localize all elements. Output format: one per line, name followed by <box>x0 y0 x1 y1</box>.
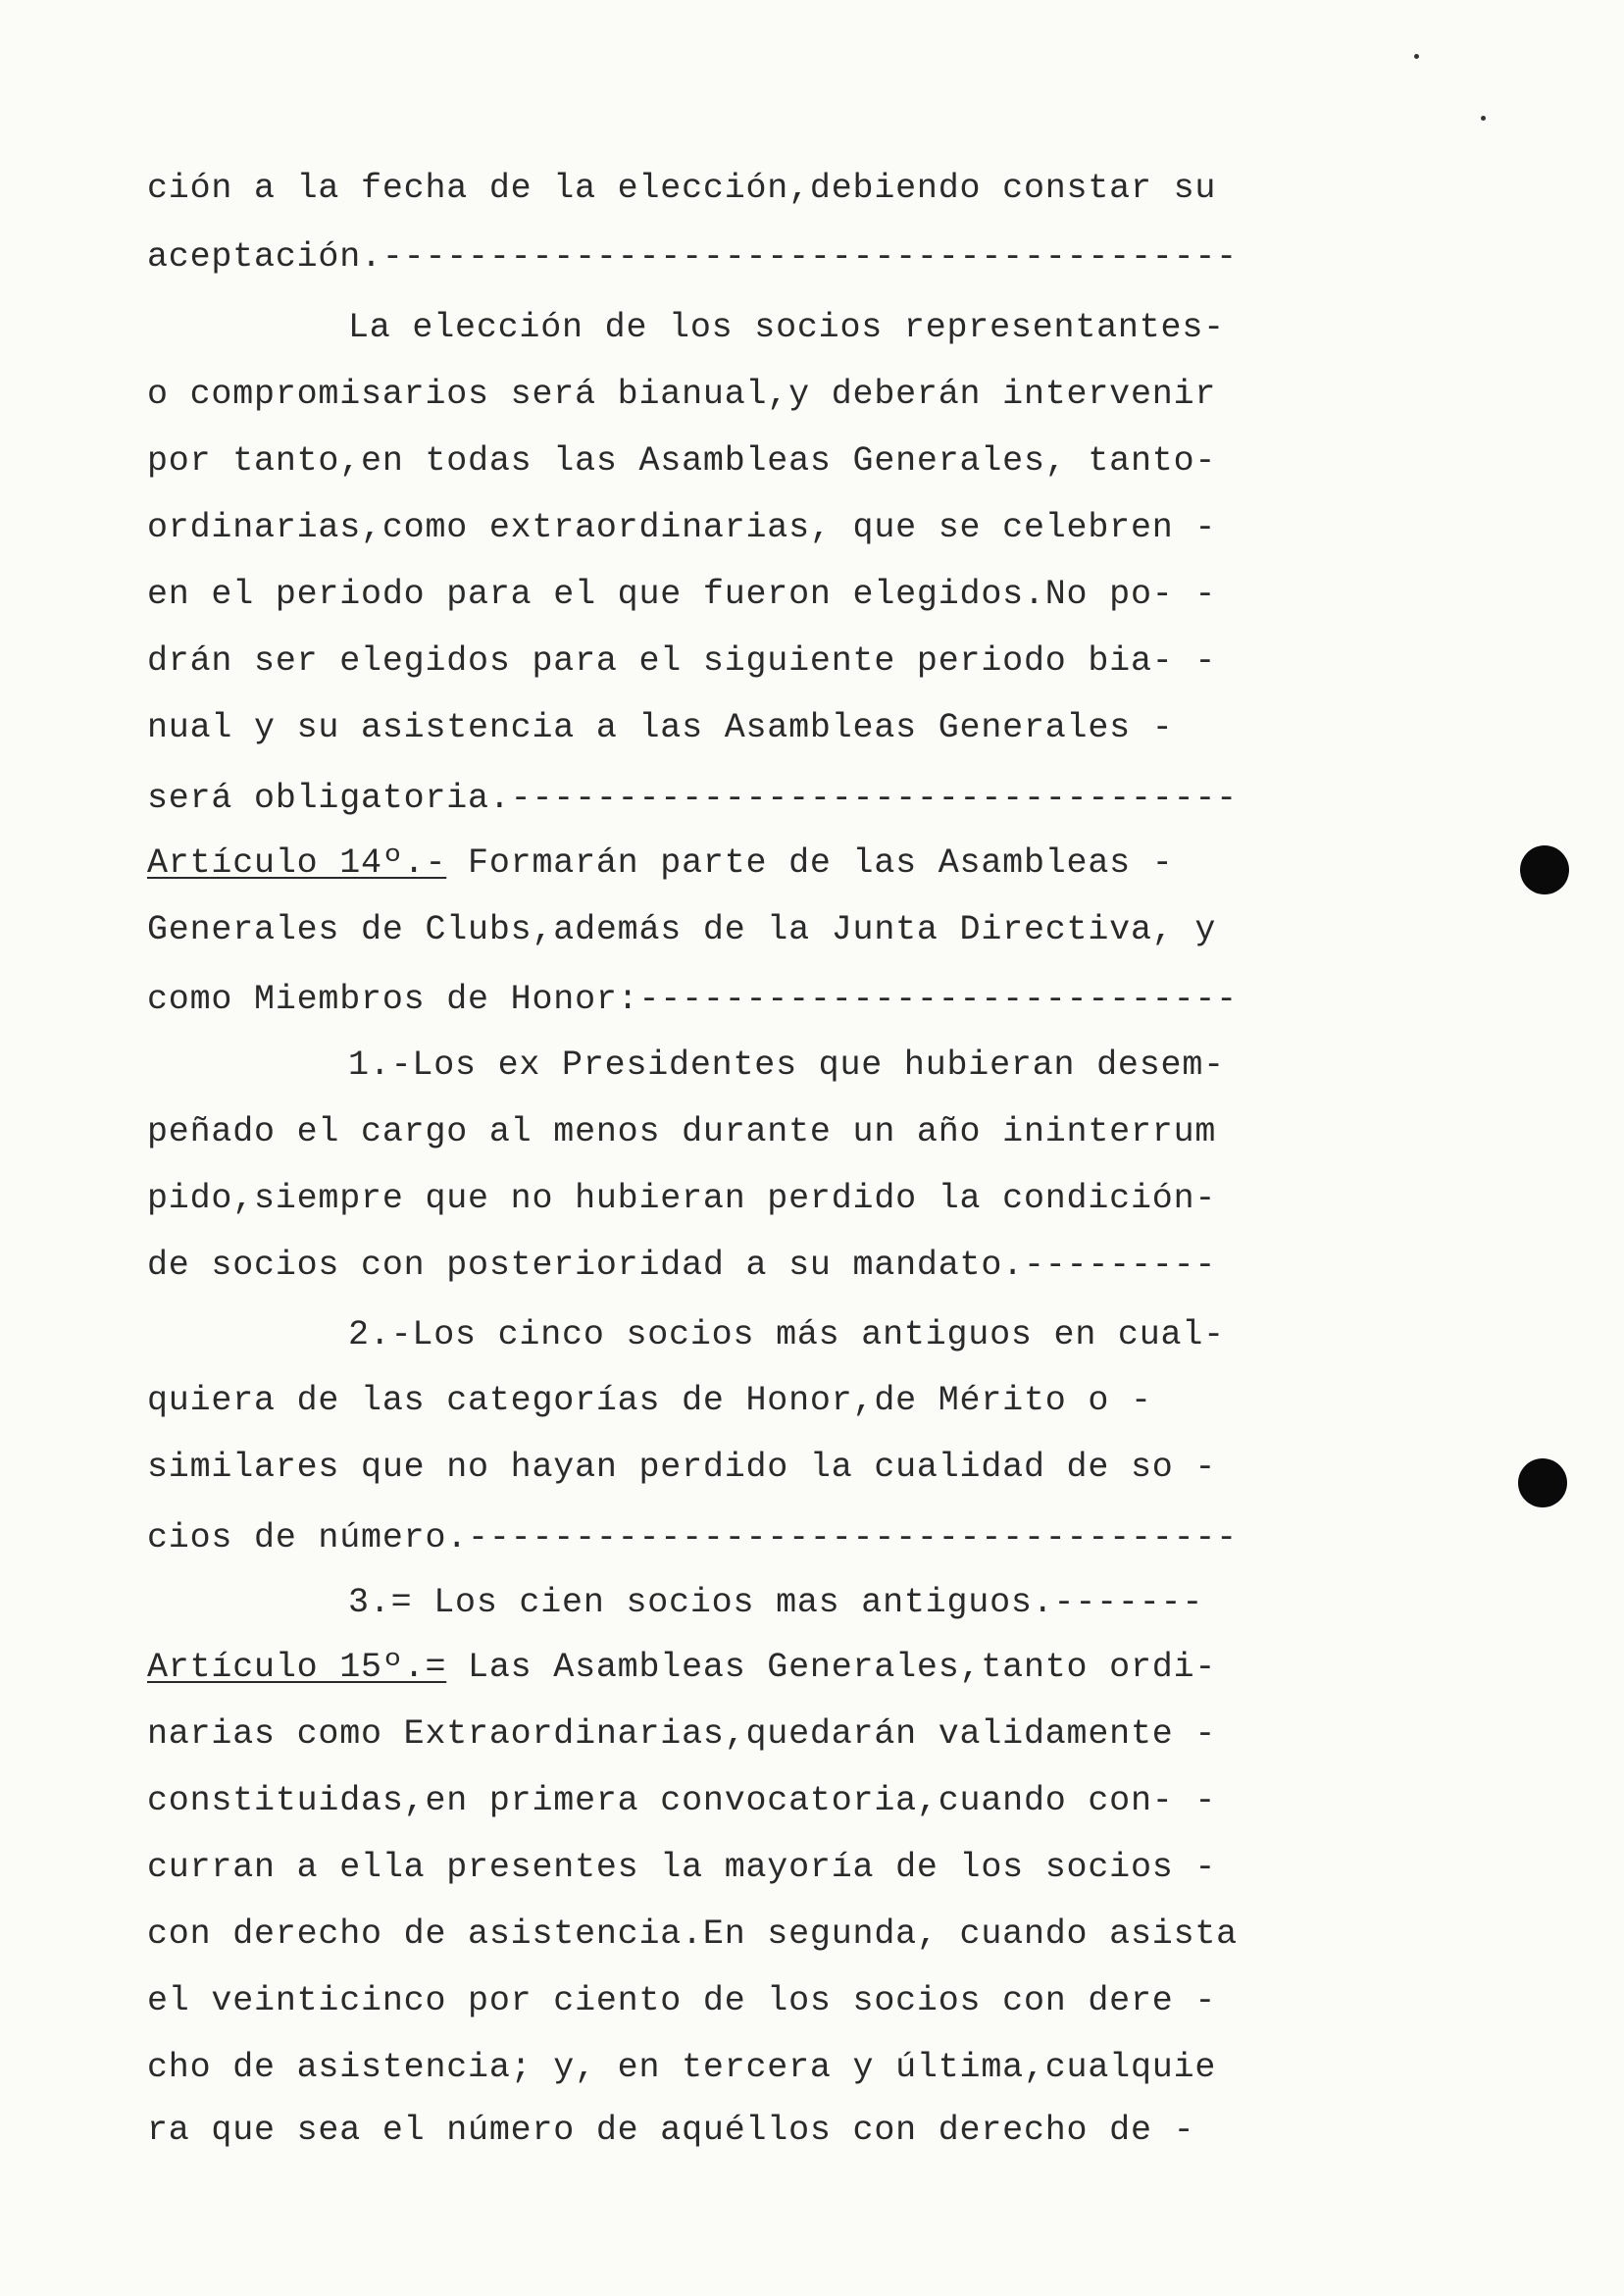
text-line: 2.-Los cinco socios más antiguos en cual- <box>348 1315 1225 1354</box>
scan-speck <box>1414 54 1419 59</box>
punch-hole-bottom <box>1518 1458 1567 1507</box>
text-line: pido,siempre que no hubieran perdido la condición- <box>147 1179 1217 1218</box>
scan-speck <box>1481 116 1486 121</box>
text-line: ordinarias,como extraordinarias, que se celebren - <box>147 508 1217 547</box>
text-line: o compromisarios será bianual,y deberán intervenir <box>147 375 1217 414</box>
article-15-heading: Artículo 15º.= <box>147 1648 447 1687</box>
article-15-heading-line <box>147 1646 1294 1689</box>
text-line: cios de número.------------------------------------ <box>147 1518 1238 1557</box>
article-15-heading-rest: Las Asambleas Generales,tanto ordi- <box>446 1648 1217 1687</box>
text-line: drán ser elegidos para el siguiente periodo bia- - <box>147 641 1217 681</box>
text-line: constituidas,en primera convocatoria,cuando con- - <box>147 1781 1217 1820</box>
text-line: por tanto,en todas las Asambleas Generales, tanto- <box>147 441 1217 481</box>
article-14-heading: Artículo 14º.- <box>147 843 447 883</box>
text-line: el veinticinco por ciento de los socios con dere - <box>147 1981 1217 2020</box>
text-line: curran a ella presentes la mayoría de los socios - <box>147 1848 1217 1887</box>
text-line: será obligatoria.---------------------------------- <box>147 779 1238 818</box>
text-line: como Miembros de Honor:---------------------------- <box>147 980 1238 1019</box>
text-line: similares que no hayan perdido la cualidad de so - <box>147 1448 1217 1487</box>
text-line: aceptación.---------------------------------------- <box>147 237 1238 277</box>
text-line: peñado el cargo al menos durante un año ininterrum <box>147 1112 1217 1151</box>
text-line: ción a la fecha de la elección,debiendo constar su <box>147 169 1217 208</box>
text-line: Generales de Clubs,además de la Junta Directiva, y <box>147 910 1217 949</box>
text-line: de socios con posterioridad a su mandato.--------- <box>147 1246 1217 1285</box>
text-line: cho de asistencia; y, en tercera y última,cualquie <box>147 2048 1217 2087</box>
text-line: nual y su asistencia a las Asambleas Generales - <box>147 708 1174 747</box>
text-line: con derecho de asistencia.En segunda, cuando asista <box>147 1914 1238 1954</box>
text-line: narias como Extraordinarias,quedarán validamente - <box>147 1714 1217 1754</box>
article-14-heading-rest: Formarán parte de las Asambleas - <box>446 843 1174 883</box>
text-line: 1.-Los ex Presidentes que hubieran desem- <box>348 1046 1225 1085</box>
text-line: La elección de los socios representantes- <box>348 308 1225 347</box>
punch-hole-top <box>1520 845 1569 894</box>
text-line: 3.= Los cien socios mas antiguos.------- <box>348 1583 1204 1622</box>
article-14-heading-line <box>147 842 1294 885</box>
text-line: quiera de las categorías de Honor,de Mérito o - <box>147 1381 1152 1420</box>
text-line: ra que sea el número de aquéllos con derecho de - <box>147 2111 1195 2150</box>
text-line: en el periodo para el que fueron elegidos.No po- - <box>147 575 1217 614</box>
